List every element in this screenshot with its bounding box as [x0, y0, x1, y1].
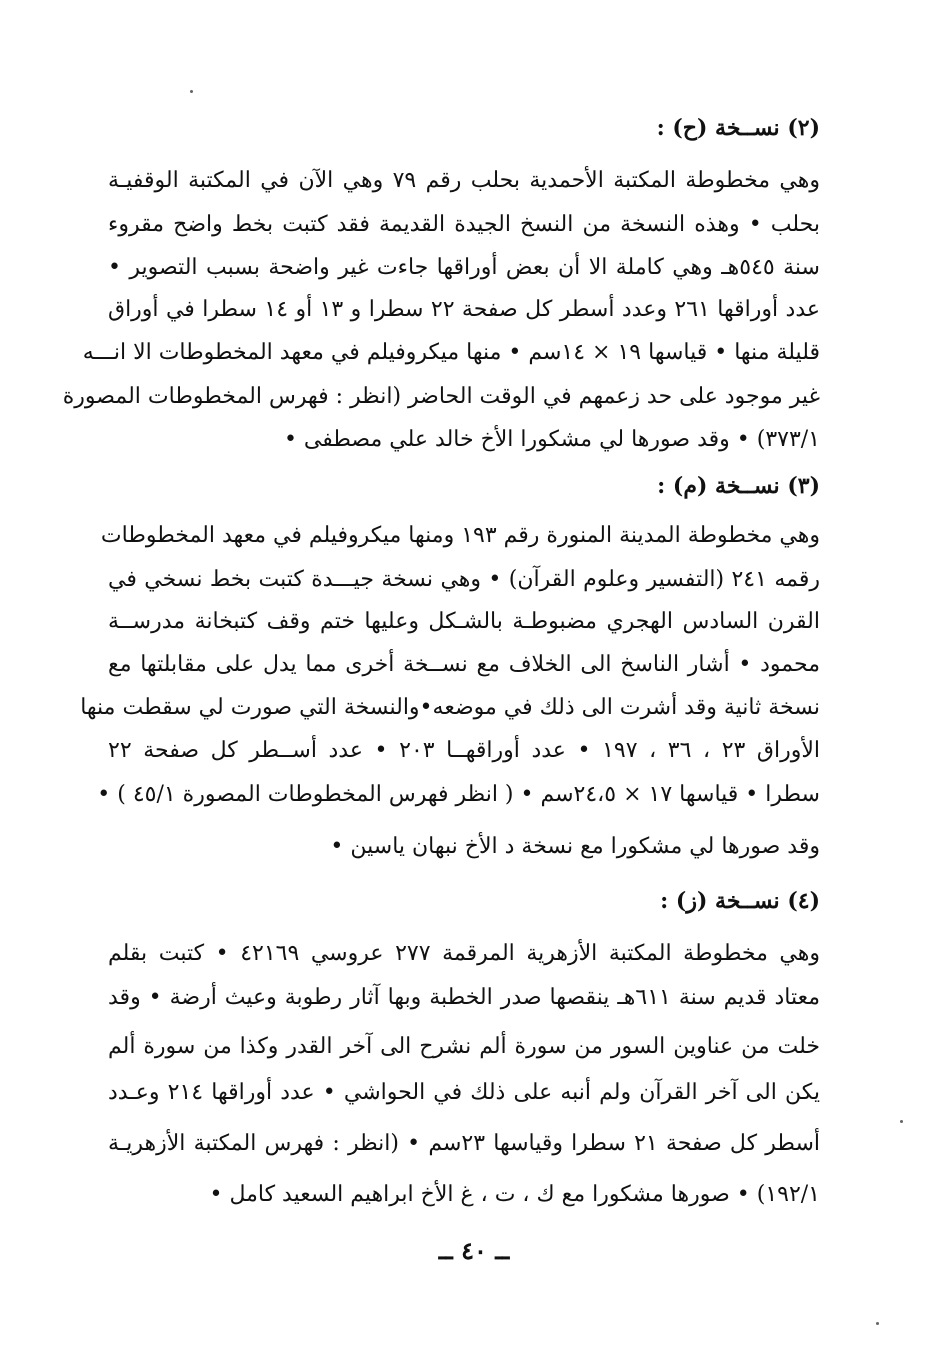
scan-speck — [190, 90, 193, 93]
section-heading-h: (٢) نســخة (ح) : — [656, 115, 820, 141]
paragraph-line: محمود • أشار الناسخ الى الخلاف مع نســخة أخرى مما يدل على مقابلتها مع — [108, 652, 820, 677]
paragraph-line: وهي مخطوطة المكتبة الأزهرية المرقمة ٢٧٧ عروسي ٤٢١٦٩ • كتبت بقلم — [108, 941, 820, 966]
paragraph-line: معتاد قديم سنة ٦١١هـ ينقصها صدر الخطبة وبها آثار رطوبة وعيث أرضة • وقد — [108, 985, 820, 1010]
page-number: ــ ٤٠ ــ — [438, 1236, 510, 1265]
paragraph-line: سنة ٥٤٥هـ وهي كاملة الا أن بعض أوراقها جاءت غير واضحة بسبب التصوير • — [108, 255, 820, 280]
section-heading-m: (٣) نســخة (م) : — [657, 473, 820, 499]
paragraph-line: وهي مخطوطة المدينة المنورة رقم ١٩٣ ومنها ميكروفيلم في معهد المخطوطات — [100, 523, 820, 548]
paragraph-line: بحلب • وهذه النسخة من النسخ الجيدة القديمة فقد كتبت بخط واضح مقروء — [108, 212, 820, 237]
paragraph-line: وهي مخطوطة المكتبة الأحمدية بحلب رقم ٧٩ وهي الآن في المكتبة الوقفيـة — [108, 168, 820, 193]
paragraph-line: ٣٧٣/١) • وقد صورها لي مشكورا الأخ خالد علي مصطفى • — [283, 427, 820, 452]
paragraph-line: أسطر كل صفحة ٢١ سطرا وقياسها ٢٣سم • (انظر : فهرس المكتبة الأزهريـة — [108, 1131, 820, 1156]
scan-speck — [900, 1120, 903, 1123]
paragraph-line: القرن السادس الهجري مضبوطـة بالشـكل وعليها ختم وقف كتبخانة مدرســة — [108, 609, 820, 634]
scan-speck — [876, 1322, 879, 1325]
paragraph-line: سطرا • قياسها ١٧ × ٢٤،٥سم • ( انظر فهرس المخطوطات المصورة ٤٥/١ ) • — [97, 782, 820, 807]
paragraph-line: قليلة منها • قياسها ١٩ × ١٤سم • منها ميكروفيلم في معهد المخطوطات الا انـــه — [82, 340, 820, 365]
paragraph-line: ١٩٢/١) • صورها مشكورا مع ك ، ت ، غ الأخ ابراهيم السعيد كامل • — [209, 1182, 820, 1207]
paragraph-line: الأوراق ٢٣ ، ٣٦ ، ١٩٧ • عدد أوراقهــا ٢٠٣ • عدد أســطر كل صفحة ٢٢ — [108, 738, 820, 763]
paragraph-line: وقد صورها لي مشكورا مع نسخة د الأخ نبهان ياسين • — [330, 834, 820, 859]
paragraph-line: رقمه ٢٤١ (التفسير وعلوم القرآن) • وهي نسخة جيـــدة كتبت بخط نسخي في — [108, 567, 820, 592]
section-heading-z: (٤) نســخة (ز) : — [660, 888, 820, 914]
paragraph-line: نسخة ثانية وقد أشرت الى ذلك في موضعه•والنسخة التي صورت لي سقطت منها — [80, 695, 820, 720]
paragraph-line: خلت من عناوين السور من سورة ألم نشرح الى آخر القدر وكذا من سورة ألم — [108, 1034, 820, 1059]
paragraph-line: يكن الى آخر القرآن ولم أنبه على ذلك في الحواشي • عدد أوراقها ٢١٤ وعـدد — [108, 1080, 820, 1105]
paragraph-line: غير موجود على حد زعمهم في الوقت الحاضر (انظر : فهرس المخطوطات المصورة — [62, 384, 820, 409]
paragraph-line: عدد أوراقها ٢٦١ وعدد أسطر كل صفحة ٢٢ سطرا و ١٣ أو ١٤ سطرا في أوراق — [108, 297, 820, 322]
